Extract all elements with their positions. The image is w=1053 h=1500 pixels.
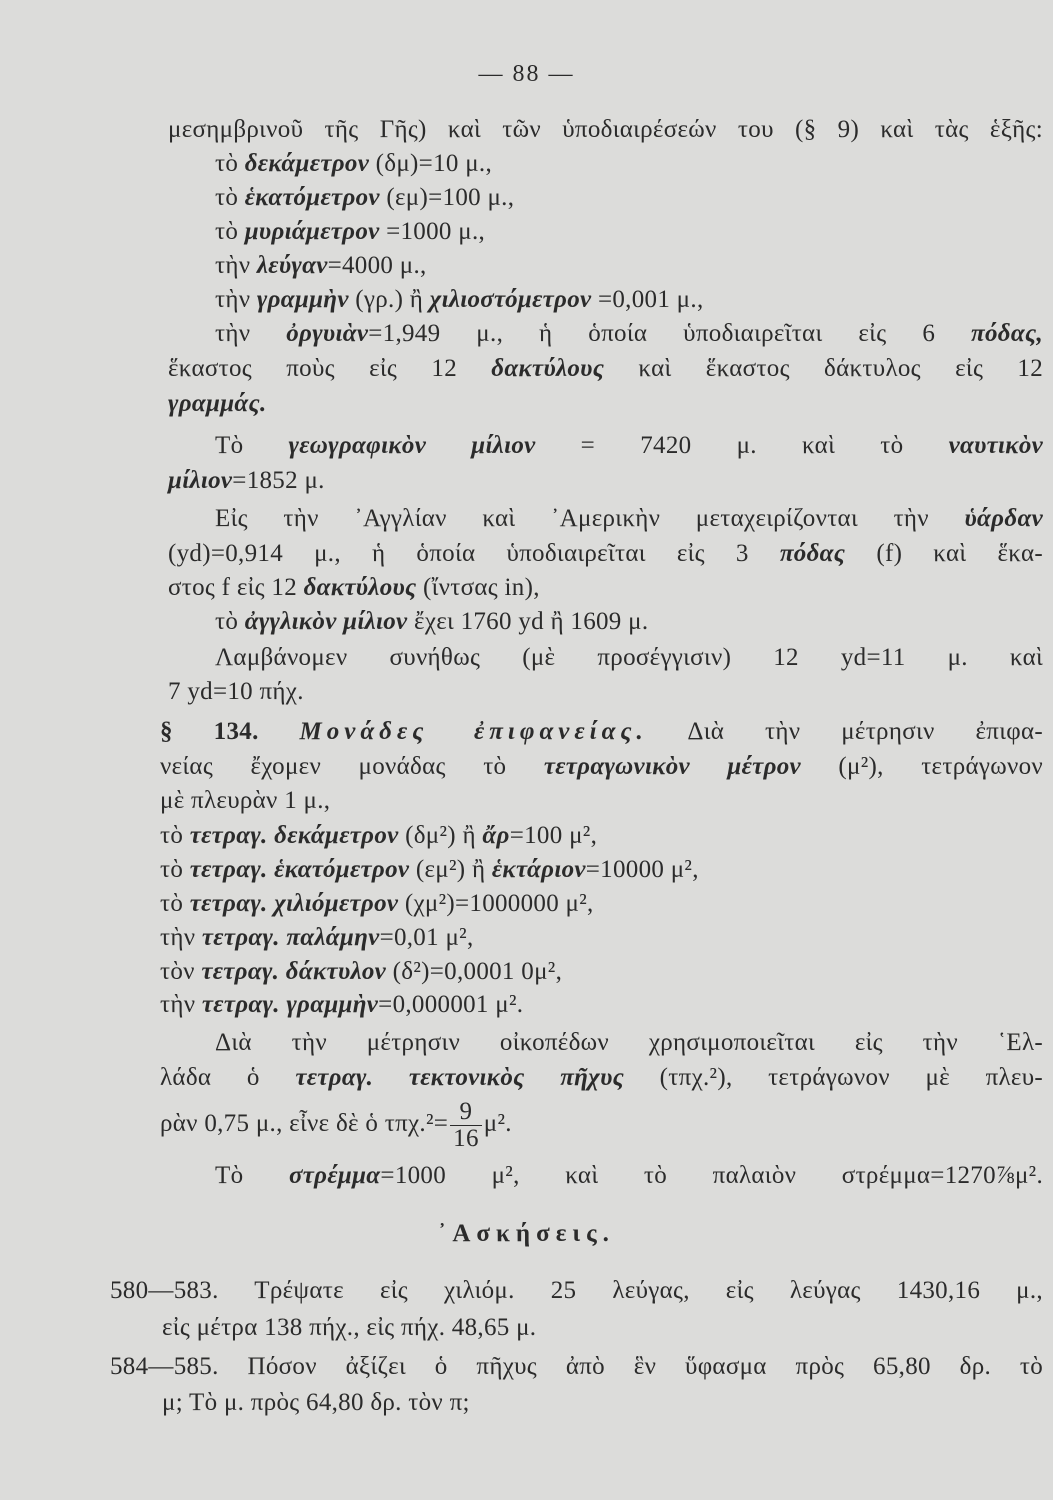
text-line bbox=[160, 854, 699, 886]
text-fragment: τὴν bbox=[160, 991, 202, 1018]
text-line bbox=[215, 318, 1043, 350]
text-fragment: Εἰς τὴν ᾽Αγγλίαν καὶ ᾽Αμερικὴν μεταχειρίζονται τὴν bbox=[215, 505, 965, 532]
text-line: μεσημβρινοῦ τῆς Γῆς) καὶ τῶν ὑποδιαιρέσεών του (§ 9) καὶ τὰς ἑξῆς: bbox=[168, 116, 1043, 143]
text-fragment: =10000 μ², bbox=[585, 856, 699, 883]
text-fragment: ρὰν 0,75 μ., εἶνε δὲ ὁ τπχ.²= bbox=[160, 1110, 449, 1137]
text-line bbox=[160, 820, 597, 852]
term: γεωγραφικὸν μίλιον bbox=[288, 432, 536, 459]
text-fragment: =1000 μ², καὶ τὸ παλαιὸν στρέμμα=1270⅞μ². bbox=[380, 1162, 1044, 1189]
text-fragment: (f) καὶ ἕκα- bbox=[845, 540, 1043, 567]
text-line: Διὰ τὴν μέτρησιν οἰκοπέδων χρησιμοποιεῖται εἰς τὴν ῾Ελ- bbox=[215, 1029, 1043, 1056]
text-line bbox=[160, 989, 523, 1021]
text-line: 7 yd=10 πήχ. bbox=[168, 678, 304, 705]
text-fragment: Τὸ bbox=[215, 432, 289, 459]
text-fragment: =0,01 μ², bbox=[379, 924, 474, 951]
text-fragment: =0,001 μ., bbox=[591, 286, 704, 313]
fraction bbox=[450, 1099, 482, 1152]
text-fragment: =1,949 μ., ἡ ὁποία ὑποδιαιρεῖται εἰς 6 bbox=[368, 320, 972, 347]
text-line bbox=[215, 284, 704, 316]
text-line bbox=[160, 956, 562, 988]
term: τετραγ. ἑκατόμετρον bbox=[189, 856, 410, 883]
text-fragment: τὴν bbox=[215, 252, 257, 279]
text-fragment: λάδα ὁ bbox=[160, 1064, 296, 1091]
text-fragment: (γρ.) ἢ bbox=[348, 286, 430, 313]
text-line bbox=[215, 182, 514, 214]
term: δακτύλους bbox=[491, 355, 605, 382]
text-fragment: ἔχει 1760 yd ἢ 1609 μ. bbox=[407, 608, 649, 635]
text-fragment: τὸ bbox=[215, 608, 245, 635]
section-number: § 134. bbox=[160, 718, 259, 745]
text-line: Λαμβάνομεν συνήθως (μὲ προσέγγισιν) 12 yd=11 μ. καὶ bbox=[215, 644, 1043, 671]
term: δακτύλους bbox=[303, 574, 417, 601]
text-line bbox=[160, 888, 594, 920]
text-fragment: (yd)=0,914 μ., ἡ ὁποία ὑποδιαιρεῖται εἰς 3 bbox=[168, 540, 780, 567]
term: ὀργυιὰν bbox=[286, 320, 369, 347]
text-fragment: στος f εἰς 12 bbox=[168, 574, 304, 601]
text-fragment: =0,000001 μ². bbox=[378, 991, 524, 1018]
term: τετραγ. γραμμὴν bbox=[201, 991, 379, 1018]
term: τετραγ. δάκτυλον bbox=[201, 958, 387, 985]
text-fragment: Τὸ bbox=[215, 1162, 289, 1189]
text-fragment: τὸ bbox=[160, 890, 190, 917]
text-fragment: (μ²), τετράγωνον bbox=[800, 753, 1043, 780]
text-fragment: τὸ bbox=[160, 822, 190, 849]
text-line bbox=[215, 606, 648, 638]
term: τετραγ. δεκάμετρον bbox=[189, 822, 399, 849]
text-line bbox=[160, 1098, 512, 1152]
text-fragment: τὴν bbox=[215, 320, 287, 347]
term: τετραγ. τεκτονικὸς πῆχυς bbox=[295, 1064, 625, 1091]
text-fragment: ἕκαστος ποὺς εἰς 12 bbox=[168, 355, 492, 382]
section-heading-line bbox=[160, 716, 1043, 748]
text-fragment: καὶ ἕκαστος δάκτυλος εἰς 12 bbox=[604, 355, 1044, 382]
term: στρέμμα bbox=[288, 1162, 381, 1189]
text-line bbox=[168, 353, 1043, 385]
text-fragment: =100 μ², bbox=[509, 822, 598, 849]
text-fragment: μ². bbox=[483, 1110, 512, 1137]
text-line bbox=[215, 430, 1043, 462]
text-fragment: (εμ²) ἢ bbox=[409, 856, 492, 883]
text-fragment: (δ²)=0,0001 0μ², bbox=[386, 958, 563, 985]
text-fragment: =1852 μ. bbox=[232, 467, 325, 494]
text-fragment: τὴν bbox=[215, 286, 257, 313]
text-fragment: (ἴντσας in), bbox=[416, 574, 540, 601]
term: δεκάμετρον bbox=[244, 150, 370, 177]
text-fragment: τὸν bbox=[160, 958, 202, 985]
text-fragment: =1000 μ., bbox=[379, 218, 486, 245]
text-fragment: Διὰ τὴν μέτρησιν ἐπιφα- bbox=[647, 718, 1043, 745]
term: γραμμάς. bbox=[168, 390, 267, 417]
term: τετραγ. παλάμην bbox=[201, 924, 380, 951]
term: ἄρ bbox=[482, 822, 510, 849]
fraction-numerator: 9 bbox=[450, 1099, 482, 1126]
exercise-line: 584—585. Πόσον ἀξίζει ὁ πῆχυς ἀπὸ ἓν ὕφασμα πρὸς 65,80 δρ. τὸ bbox=[110, 1353, 1043, 1380]
term: λεύγαν bbox=[256, 252, 328, 279]
term: ὑάρδαν bbox=[964, 505, 1043, 532]
text-line: μὲ πλευρὰν 1 μ., bbox=[160, 787, 331, 814]
text-fragment: (δμ²) ἢ bbox=[398, 822, 483, 849]
text-line bbox=[215, 1160, 1043, 1192]
text-line bbox=[160, 1062, 1043, 1094]
term: τετραγωνικὸν μέτρον bbox=[543, 753, 801, 780]
term: ἀγγλικὸν μίλιον bbox=[244, 608, 408, 635]
text-line bbox=[215, 148, 492, 180]
term: ἑκατόμετρον bbox=[244, 184, 380, 211]
page-number: — 88 — bbox=[478, 61, 575, 87]
term: γραμμὴν bbox=[256, 286, 349, 313]
text-line bbox=[168, 572, 540, 604]
exercise-line: μ; Τὸ μ. πρὸς 64,80 δρ. τὸν π; bbox=[162, 1389, 470, 1416]
text-line bbox=[168, 465, 325, 497]
term: ναυτικὸν bbox=[948, 432, 1044, 459]
term: πόδας bbox=[779, 540, 846, 567]
text-fragment: τὸ bbox=[160, 856, 190, 883]
term: μυριάμετρον bbox=[244, 218, 380, 245]
text-fragment: =4000 μ., bbox=[327, 252, 427, 279]
text-fragment: (τπχ.²), τετράγωνον μὲ πλευ- bbox=[624, 1064, 1044, 1091]
text-line bbox=[160, 751, 1043, 783]
term: πόδας, bbox=[971, 320, 1044, 347]
text-line bbox=[215, 216, 485, 248]
fraction-denominator: 16 bbox=[453, 1124, 479, 1152]
exercises-heading: ᾽Ασκήσεις. bbox=[438, 1220, 615, 1247]
text-fragment: (δμ)=10 μ., bbox=[369, 150, 493, 177]
text-fragment: (εμ)=100 μ., bbox=[379, 184, 515, 211]
text-line bbox=[168, 388, 267, 420]
section-title: Μονάδες ἐπιφανείας. bbox=[299, 718, 648, 745]
text-fragment: νείας ἔχομεν μονάδας τὸ bbox=[160, 753, 544, 780]
term: ἑκτάριον bbox=[491, 856, 586, 883]
text-fragment: = 7420 μ. καὶ τὸ bbox=[535, 432, 949, 459]
text-fragment: τὸ bbox=[215, 218, 245, 245]
term: χιλιοστόμετρον bbox=[429, 286, 592, 313]
text-fragment: τὸ bbox=[215, 184, 245, 211]
text-line bbox=[160, 922, 474, 954]
text-fragment: (χμ²)=1000000 μ², bbox=[398, 890, 594, 917]
text-line bbox=[168, 538, 1043, 570]
text-fragment: τὴν bbox=[160, 924, 202, 951]
text-line bbox=[215, 250, 427, 282]
text-fragment: τὸ bbox=[215, 150, 245, 177]
exercise-line: 580—583. Τρέψατε εἰς χιλιόμ. 25 λεύγας, εἰς λεύγας 1430,16 μ., bbox=[110, 1277, 1043, 1304]
exercise-line: εἰς μέτρα 138 πήχ., εἰς πήχ. 48,65 μ. bbox=[162, 1314, 537, 1341]
term: τετραγ. χιλιόμετρον bbox=[189, 890, 399, 917]
text-line bbox=[215, 503, 1043, 535]
term: μίλιον bbox=[168, 467, 233, 494]
